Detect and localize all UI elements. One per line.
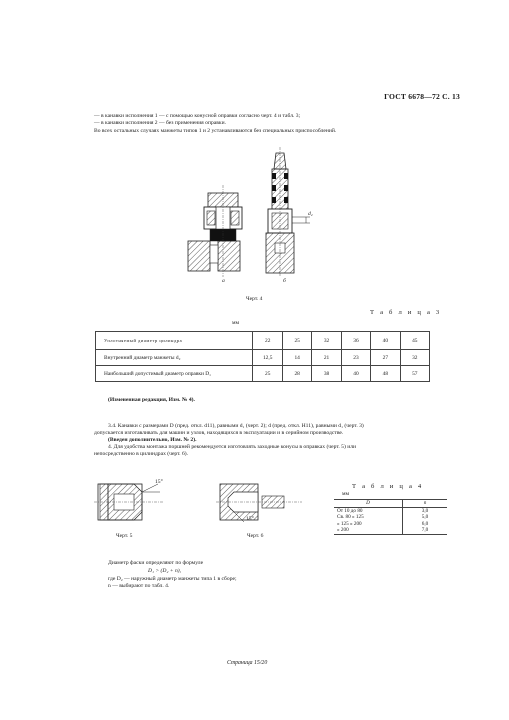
fig4-caption: Черт. 4 — [246, 296, 263, 302]
fig4-assembly-a — [188, 185, 242, 277]
fig4-label-b: б — [283, 278, 286, 284]
fig6-caption: Черт. 6 — [247, 533, 264, 539]
table4-row — [334, 527, 447, 534]
table3-header-cell: 40 — [371, 332, 400, 350]
para4-line-2: непосредственно в цилиндрах (черт. 6). — [94, 451, 189, 457]
table3-row — [96, 350, 430, 366]
table4-range: » 125 » 200 — [334, 521, 403, 528]
table3-cell: 38 — [312, 366, 341, 382]
table4-range: Св. 80 » 125 — [334, 514, 403, 521]
table3-row-label: Наибольший допустимый диаметр оправки D₁ — [96, 366, 253, 382]
fig4-label-a: а — [222, 278, 225, 284]
table3-cell: 48 — [371, 366, 400, 382]
table4-col2-header: n — [403, 500, 448, 508]
table3-cell: 25 — [253, 366, 283, 382]
table4-n: 7,0 — [403, 527, 448, 534]
table3 — [95, 331, 430, 382]
para4-line-1: 4. Для удобства монтажа поршней рекомендуется изготовлять заходные конусы в оправках (черт. 5) или — [108, 444, 356, 450]
table3-cell: 28 — [282, 366, 311, 382]
table3-title: Т а б л и ц а 3 — [370, 309, 442, 316]
table3-header-row — [96, 332, 430, 350]
table3-cell: 21 — [312, 350, 341, 366]
formula-n: n — выбирают по табл. 4. — [108, 583, 170, 589]
formula-intro: Диаметр фаски определяют по формуле — [108, 560, 204, 566]
table3-cell: 40 — [341, 366, 370, 382]
table4-title: Т а б л и ц а 4 — [352, 483, 424, 490]
intro-line-1: — в канавки исполнения 1 — с помощью конусной оправки согласно черт. 4 и табл. 3; — [94, 113, 301, 119]
table4-col1-header: D — [334, 500, 403, 508]
table4-range: От 10 до 80 — [334, 507, 403, 514]
table3-header-cell: 25 — [282, 332, 311, 350]
formula: D₁ > (D₂ + n), — [148, 568, 182, 574]
table3-cell: 12,5 — [253, 350, 283, 366]
table3-cell: 27 — [371, 350, 400, 366]
fig4-dim-label: d₂ — [308, 211, 313, 217]
table3-header-label: Уплотняемый диаметр цилиндра — [96, 332, 253, 350]
figure-6-drawing — [216, 478, 306, 528]
table3-row — [96, 366, 430, 382]
table3-unit: мм — [232, 320, 240, 326]
table3-row-label: Внутренний диаметр манжеты d₂ — [96, 350, 253, 366]
figure-5-drawing — [94, 478, 174, 528]
table4-n: 3,0 — [421, 507, 429, 514]
table4-n: 5,0 — [421, 514, 429, 520]
table4-unit: мм — [342, 491, 350, 497]
formula-where: где D₂ — наружный диаметр манжеты типа 1 в сборе; — [108, 576, 237, 582]
para34-line-1: 3.4. Канавки с размерами D (пред. откл. d11), равными d₁ (черт. 2); d (пред. откл. H11), равными d₁ (черт. 3) — [108, 423, 364, 429]
note-added: (Введен дополнительно, Изм. № 2). — [108, 437, 197, 443]
fig5-angle: 15° — [155, 479, 163, 485]
table3-header-cell: 36 — [341, 332, 370, 350]
table4-n: 6,0 — [421, 520, 429, 527]
table3-header-cell: 22 — [253, 332, 283, 350]
table4 — [334, 499, 447, 535]
fig4-assembly-b — [266, 147, 310, 277]
table4-header-row — [334, 500, 447, 508]
page-footer: Страница 15/20 — [227, 660, 268, 666]
table3-cell: 57 — [400, 366, 429, 382]
figure-4-drawing — [180, 145, 330, 295]
para34-line-2: допускается изготавливать для машин и узлов, находящихся в эксплуатации и в серийном производстве. — [94, 430, 344, 436]
note-changed: (Измененная редакция, Изм. № 4). — [108, 397, 195, 403]
table4-range: » 200 — [334, 527, 403, 534]
fig5-caption: Черт. 5 — [116, 533, 133, 539]
intro-line-3: Во всех остальных случаях манжеты типов 1 и 2 устанавливаются без специальных приспособлений. — [94, 128, 337, 134]
page-header: ГОСТ 6678—72 С. 13 — [384, 92, 460, 101]
table3-header-cell: 32 — [312, 332, 341, 350]
table3-cell: 14 — [282, 350, 311, 366]
table4-row — [334, 507, 447, 514]
table3-cell: 23 — [341, 350, 370, 366]
intro-line-2: — в канавки исполнения 2 — без применения оправки. — [94, 120, 226, 126]
table3-cell: 32 — [400, 350, 429, 366]
fig6-angle: 15° — [246, 516, 254, 522]
table3-header-cell: 45 — [400, 332, 429, 350]
